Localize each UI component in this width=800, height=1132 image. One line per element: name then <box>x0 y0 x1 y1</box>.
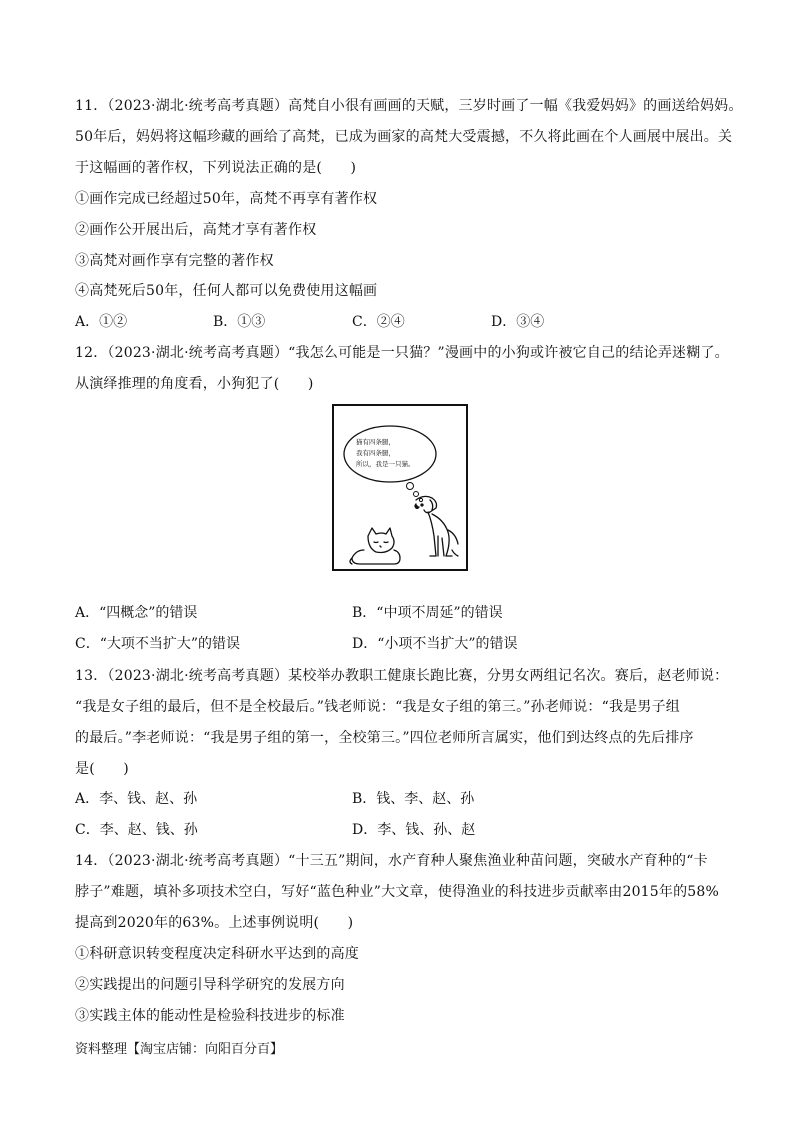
question-line: 脖子”难题，填补多项技术空白，写好“蓝色种业”大文章，使得渔业的科技进步贡献率由2015年的58% <box>75 884 720 900</box>
bubble-dot <box>414 492 419 497</box>
statement-3: ③高梵对画作享有完整的著作权 <box>75 253 274 269</box>
bubble-text-2: 我有四条腿， <box>356 449 395 457</box>
bubble-dot <box>419 498 422 501</box>
statement-3: ③实践主体的能动性是检验科技进步的标准 <box>75 1008 345 1024</box>
question-line: 13．（2023·湖北·统考高考真题）某校举办教职工健康长跑比赛，分男女两组记名次。赛后，赵老师说： <box>75 668 729 684</box>
question-line: 提高到2020年的63%。上述事例说明( ) <box>75 915 354 931</box>
statement-1: ①科研意识转变程度决定科研水平达到的高度 <box>75 946 359 962</box>
question-line: 50年后，妈妈将这幅珍藏的画给了高梵，已成为画家的高梵大受震撼，不久将此画在个人画展中展出。关 <box>75 129 733 145</box>
option-a: A．①② <box>75 314 128 330</box>
page-footer: 资料整理【淘宝店铺：向阳百分百】 <box>75 1042 284 1057</box>
question-line: 于这幅画的著作权，下列说法正确的是( ) <box>75 160 357 176</box>
question-line: 的最后。”李老师说：“我是男子组的第一，全校第三。”四位老师所言属实，他们到达终点的先后排序 <box>75 730 694 746</box>
option-d: D．③④ <box>491 314 545 330</box>
option-b: B．①③ <box>213 314 266 330</box>
question-line: 11．（2023·湖北·统考高考真题）高梵自小很有画画的天赋，三岁时画了一幅《我爱妈妈》的画送给妈妈。 <box>75 98 743 114</box>
question-line: 14．（2023·湖北·统考高考真题）“十三五”期间，水产育种人聚焦渔业种苗问题，突破水产育种的“卡 <box>75 853 708 869</box>
dog-cat-cartoon <box>332 404 468 571</box>
option-d: D．“小项不当扩大”的错误 <box>352 636 518 652</box>
bubble-text-3: 所以，我是一只猫。 <box>356 460 415 468</box>
option-a: A．“四概念”的错误 <box>75 605 198 621</box>
option-b: B．钱、李、赵、孙 <box>352 791 475 807</box>
option-c: C．②④ <box>352 314 405 330</box>
bubble-text-1: 猫有四条腿， <box>356 438 395 446</box>
question-line: 是( ) <box>75 761 129 777</box>
option-b: B．“中项不周延”的错误 <box>352 605 503 621</box>
option-a: A．李、钱、赵、孙 <box>75 791 198 807</box>
statement-2: ②实践提出的问题引导科学研究的发展方向 <box>75 977 345 993</box>
statement-1: ①画作完成已经超过50年，高梵不再享有著作权 <box>75 191 378 207</box>
statement-4: ④高梵死后50年，任何人都可以免费使用这幅画 <box>75 283 378 299</box>
option-d: D．李、钱、孙、赵 <box>352 822 476 838</box>
question-line: 12．（2023·湖北·统考高考真题）“我怎么可能是一只猫？”漫画中的小狗或许被它自己的结论弄迷糊了。 <box>75 345 729 361</box>
question-line: 从演绎推理的角度看，小狗犯了( ) <box>75 376 314 392</box>
bubble-dot <box>407 483 414 490</box>
question-line: “我是女子组的最后，但不是全校最后。”钱老师说：“我是女子组的第三。”孙老师说：“我是男子组 <box>75 699 680 715</box>
option-c: C．李、赵、钱、孙 <box>75 822 198 838</box>
statement-2: ②画作公开展出后，高梵才享有著作权 <box>75 222 317 238</box>
option-c: C．“大项不当扩大”的错误 <box>75 636 241 652</box>
